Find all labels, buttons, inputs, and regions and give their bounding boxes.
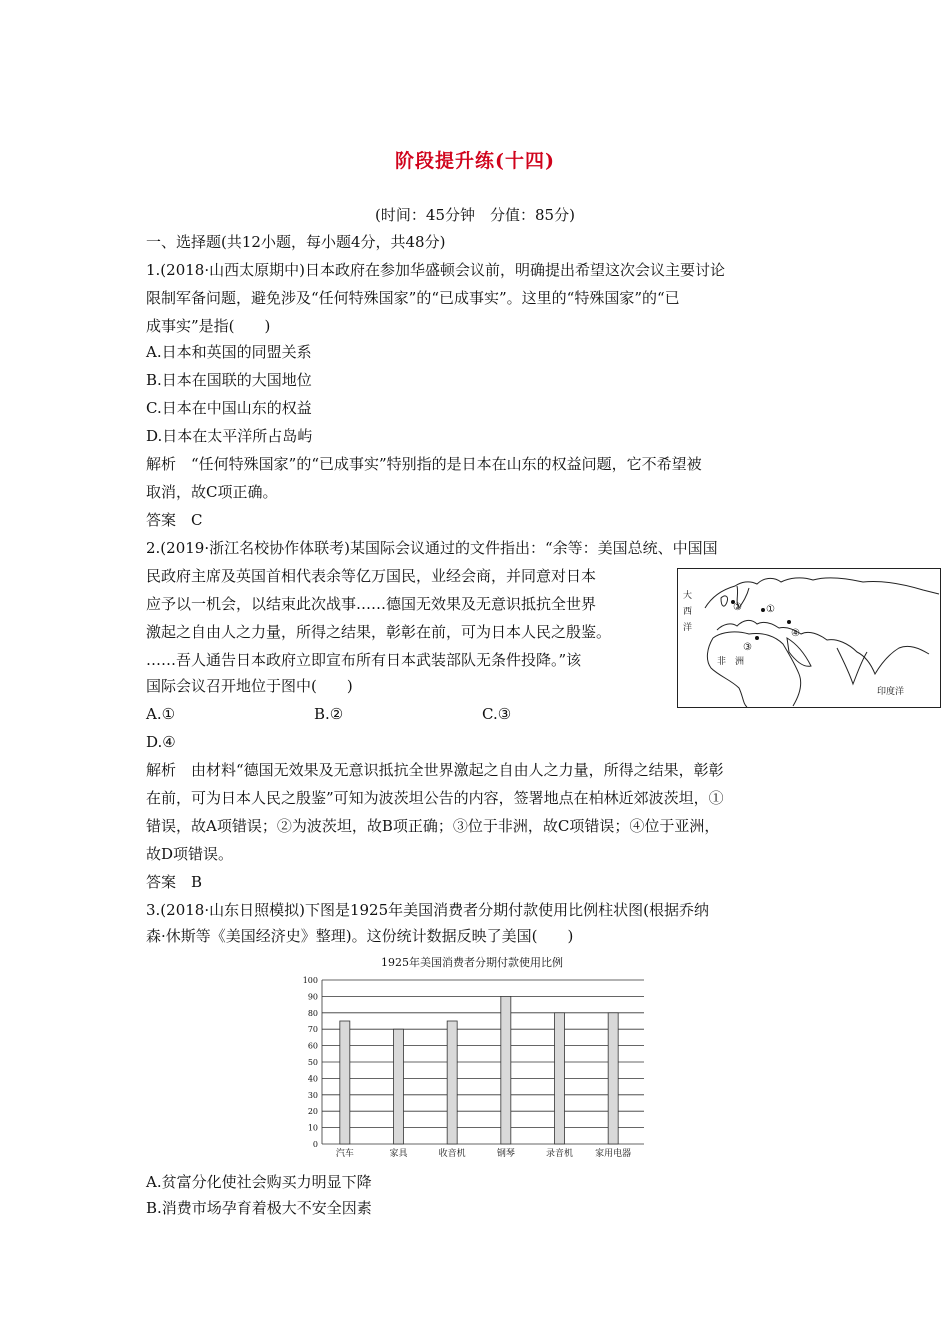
y-tick-label: 50 (307, 1058, 318, 1067)
q1-line-1: 1.(2018·山西太原期中)日本政府在参加华盛顿会议前，明确提出希望这次会议主要讨论 (146, 261, 725, 279)
x-tick-label: 汽车 (335, 1149, 354, 1159)
x-tick-label: 家具 (389, 1149, 408, 1159)
q1-option-a: A.日本和英国的同盟关系 (146, 343, 312, 361)
q2-option-b: B.② (314, 705, 344, 723)
q2-line-3: 应予以一机会，以结束此次战事……德国无效果及无意识抵抗全世界 (146, 595, 597, 613)
y-tick-label: 60 (307, 1041, 318, 1051)
bar-1 (394, 1029, 404, 1144)
marker-dot-1 (761, 608, 765, 612)
y-tick-label: 10 (307, 1123, 318, 1133)
marker-3: ③ (743, 642, 752, 653)
y-tick-label: 0 (312, 1140, 318, 1149)
q2-answer: 答案 B (146, 873, 203, 891)
marker-2: ② (733, 602, 742, 613)
bar-5 (608, 1013, 618, 1144)
x-tick-label: 录音机 (545, 1149, 574, 1159)
q1-answer: 答案 C (146, 511, 203, 529)
y-tick-label: 40 (307, 1074, 318, 1084)
marker-dot-3 (755, 636, 759, 640)
bar-2 (447, 1021, 457, 1144)
exam-info: (时间：45分钟 分值：85分) (375, 206, 575, 224)
q2-line-1: 2.(2019·浙江名校协作体联考)某国际会议通过的文件指出：“余等：美国总统、中国国 (146, 539, 718, 557)
section-heading: 一、选择题(共12小题，每小题4分，共48分) (146, 233, 446, 251)
q1-line-3: 成事实”是指( ) (146, 317, 271, 335)
q1-analysis-1: 解析 “任何特殊国家”的“已成事实”特别指的是日本在山东的权益问题，它不希望被 (146, 455, 702, 473)
world-map (677, 568, 941, 708)
bar-3 (501, 996, 511, 1144)
q2-analysis-1: 解析 由材料“德国无效果及无意识抵抗全世界激起之自由人之力量，所得之结果，彰彰 (146, 761, 724, 779)
marker-4: ④ (791, 628, 800, 639)
label-indian-ocean: 印度洋 (877, 687, 905, 697)
q1-option-c: C.日本在中国山东的权益 (146, 399, 312, 417)
q2-analysis-3: 错误，故A项错误；②为波茨坦，故B项正确；③位于非洲，故C项错误；④位于亚洲， (146, 817, 720, 835)
q1-analysis-2: 取消，故C项正确。 (146, 483, 278, 501)
y-tick-label: 30 (307, 1090, 318, 1100)
q3-option-a: A.贫富分化使社会购买力明显下降 (146, 1173, 372, 1191)
label-atlantic-b: 西 (683, 607, 693, 617)
x-tick-label: 收音机 (438, 1149, 466, 1159)
q2-line-5: ……吾人通告日本政府立即宣布所有日本武装部队无条件投降。”该 (146, 651, 582, 669)
marker-1: ① (766, 604, 775, 615)
q2-line-4: 激起之自由人之力量，所得之结果，彰彰在前，可为日本人民之殷鉴。 (146, 623, 612, 641)
y-tick-label: 90 (307, 992, 318, 1002)
label-atlantic-a: 大 (683, 591, 693, 601)
x-tick-label: 钢琴 (496, 1149, 515, 1159)
q1-option-d: D.日本在太平洋所占岛屿 (146, 427, 313, 445)
q2-option-c: C.③ (482, 705, 512, 723)
y-tick-label: 80 (307, 1008, 318, 1018)
bar-4 (555, 1013, 565, 1144)
q2-analysis-2: 在前，可为日本人民之殷鉴”可知为波茨坦公告的内容，签署地点在柏林近郊波茨坦，① (146, 789, 724, 807)
q3-line-2: 森·休斯等《美国经济史》整理)。这份统计数据反映了美国( ) (146, 927, 574, 945)
q2-line-2: 民政府主席及英国首相代表余等亿万国民，业经会商，并同意对日本 (146, 567, 597, 585)
chart-title: 1925年美国消费者分期付款使用比例 (381, 956, 563, 969)
q3-option-b: B.消费市场孕育着极大不安全因素 (146, 1199, 372, 1217)
x-tick-label: 家用电器 (595, 1149, 632, 1159)
installment-bar-chart (292, 952, 652, 1164)
q1-line-2: 限制军备问题，避免涉及“任何特殊国家”的“已成事实”。这里的“特殊国家”的“已 (146, 289, 680, 307)
q1-option-b: B.日本在国联的大国地位 (146, 371, 312, 389)
q3-line-1: 3.(2018·山东日照模拟)下图是1925年美国消费者分期付款使用比例柱状图(根据乔纳 (146, 901, 709, 919)
label-atlantic-c: 洋 (683, 623, 693, 633)
y-tick-label: 20 (307, 1107, 318, 1117)
bar-0 (340, 1021, 350, 1144)
page-title: 阶段提升练(十四) (395, 150, 555, 172)
marker-dot-4 (787, 620, 791, 624)
q2-analysis-4: 故D项错误。 (146, 845, 234, 863)
q2-option-a: A.① (146, 705, 176, 723)
y-tick-label: 100 (302, 976, 318, 985)
label-africa: 非 洲 (717, 657, 745, 667)
q2-option-d: D.④ (146, 733, 176, 751)
y-tick-label: 70 (307, 1025, 318, 1035)
q2-line-6: 国际会议召开地位于图中( ) (146, 677, 353, 695)
